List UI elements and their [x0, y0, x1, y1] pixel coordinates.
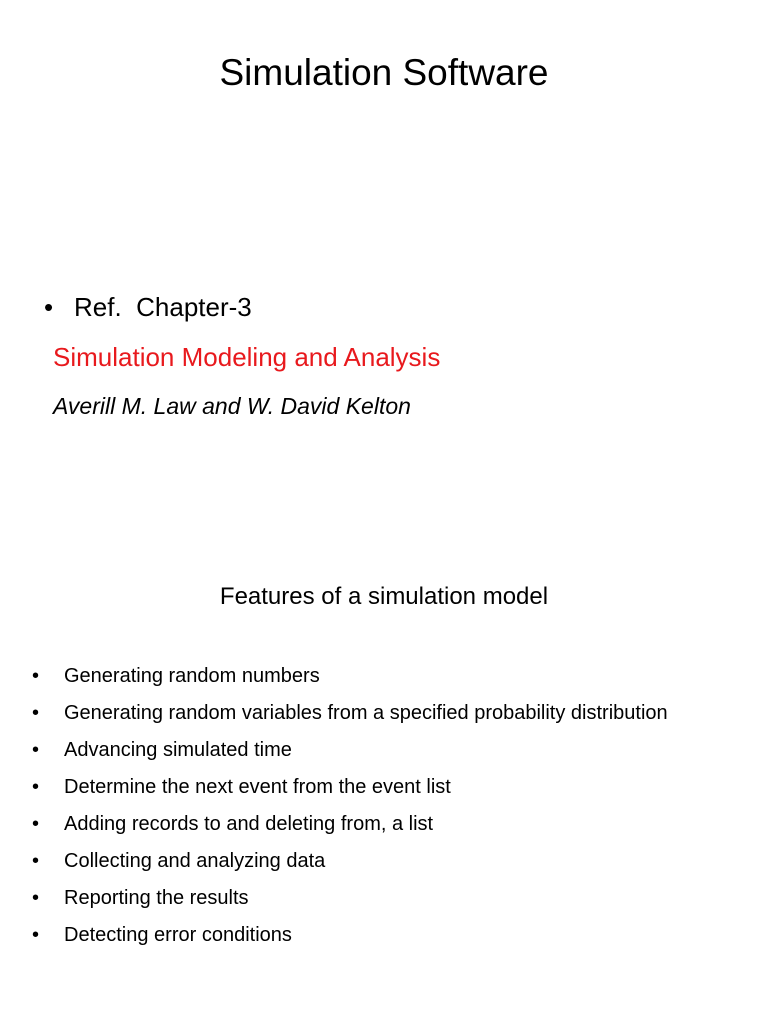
list-item: [30, 698, 750, 728]
bullet-icon: •: [32, 739, 40, 761]
reference-line: [44, 290, 252, 324]
list-item: [30, 883, 750, 913]
list-item-text: Advancing simulated time: [64, 739, 292, 761]
list-item-text: Generating random numbers: [64, 665, 320, 687]
reference-text: Ref. Chapter-3: [74, 292, 252, 322]
list-item-text: Detecting error conditions: [64, 924, 292, 946]
bullet-icon: •: [32, 924, 40, 946]
bullet-icon: •: [32, 887, 40, 909]
list-item-text: Collecting and analyzing data: [64, 850, 326, 872]
bullet-icon: •: [32, 665, 40, 687]
bullet-icon: •: [32, 813, 40, 835]
list-item: [30, 809, 750, 839]
list-item: [30, 735, 750, 765]
features-heading: Features of a simulation model: [219, 583, 549, 610]
list-item: [30, 772, 750, 802]
bullet-icon: •: [32, 702, 40, 724]
list-item: [30, 920, 750, 950]
bullet-icon: •: [44, 292, 54, 322]
book-title: Simulation Modeling and Analysis: [53, 342, 441, 372]
list-item: [30, 846, 750, 876]
list-item-text: Generating random variables from a specified probability distribution: [64, 702, 668, 724]
book-authors: Averill M. Law and W. David Kelton: [53, 393, 411, 419]
list-item-text: Reporting the results: [64, 887, 249, 909]
list-item-text: Determine the next event from the event list: [64, 776, 451, 798]
list-item: [30, 661, 750, 691]
list-item-text: Adding records to and deleting from, a list: [64, 813, 434, 835]
bullet-icon: •: [32, 850, 40, 872]
slide-title: Simulation Software: [219, 52, 549, 93]
bullet-icon: •: [32, 776, 40, 798]
feature-list: [30, 661, 750, 957]
